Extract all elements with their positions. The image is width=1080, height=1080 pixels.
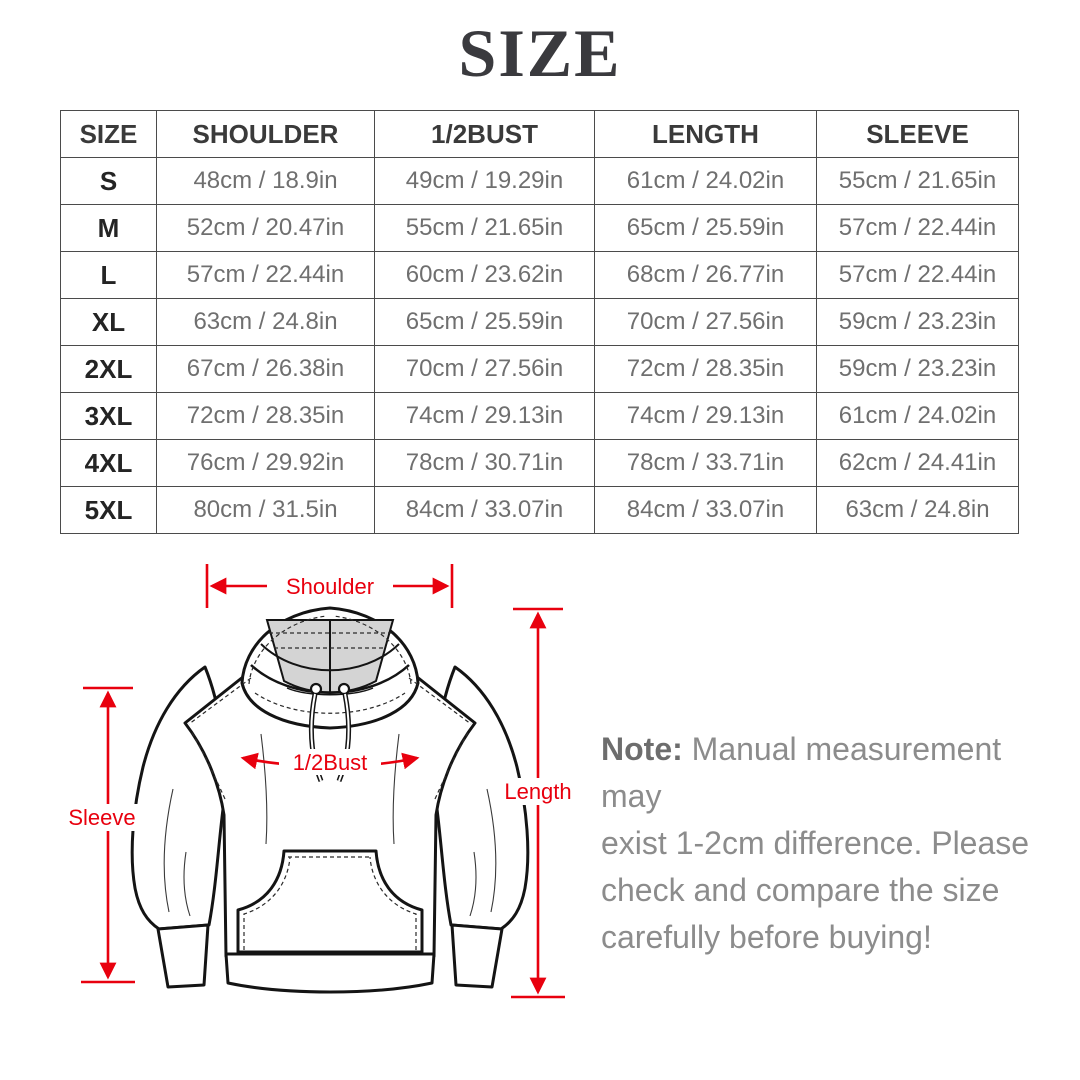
shoulder-cell: 76cm / 29.92in (157, 440, 375, 487)
note-line: check and compare the size (601, 872, 1000, 908)
header-shoulder: SHOULDER (157, 111, 375, 158)
sleeve-cell: 55cm / 21.65in (817, 158, 1019, 205)
shoulder-cell: 48cm / 18.9in (157, 158, 375, 205)
shoulder-cell: 72cm / 28.35in (157, 393, 375, 440)
note-line: carefully before buying! (601, 919, 932, 955)
size-cell: L (61, 252, 157, 299)
note-line: Note: Manual measurement may (601, 731, 1002, 814)
table-row (61, 252, 1019, 299)
note (601, 726, 1061, 961)
length-cell: 72cm / 28.35in (595, 346, 817, 393)
shoulder-cell: 67cm / 26.38in (157, 346, 375, 393)
header-sleeve: SLEEVE (817, 111, 1019, 158)
size-chart-table (60, 110, 1019, 534)
bust-cell: 70cm / 27.56in (375, 346, 595, 393)
bust-arrow-label: 1/2Bust (292, 750, 368, 775)
size-cell: 5XL (61, 487, 157, 534)
table-row (61, 440, 1019, 487)
sleeve-cell: 57cm / 22.44in (817, 252, 1019, 299)
size-cell: S (61, 158, 157, 205)
size-cell: XL (61, 299, 157, 346)
length-arrow-label: Length (504, 779, 572, 804)
size-cell: M (61, 205, 157, 252)
note-line: exist 1-2cm difference. Please (601, 825, 1030, 861)
length-cell: 84cm / 33.07in (595, 487, 817, 534)
hood-interior (267, 620, 393, 693)
sleeve-cell: 62cm / 24.41in (817, 440, 1019, 487)
sleeve-cell: 57cm / 22.44in (817, 205, 1019, 252)
table-header-row (61, 111, 1019, 158)
size-cell: 4XL (61, 440, 157, 487)
shoulder-cell: 63cm / 24.8in (157, 299, 375, 346)
bust-cell: 55cm / 21.65in (375, 205, 595, 252)
bust-cell: 60cm / 23.62in (375, 252, 595, 299)
table-row (61, 346, 1019, 393)
size-cell: 2XL (61, 346, 157, 393)
sleeve-arrow-label: Sleeve (68, 805, 136, 830)
table-row (61, 299, 1019, 346)
bust-cell: 84cm / 33.07in (375, 487, 595, 534)
sleeve-arrow (81, 688, 135, 982)
bust-cell: 78cm / 30.71in (375, 440, 595, 487)
header-length: LENGTH (595, 111, 817, 158)
shoulder-cell: 80cm / 31.5in (157, 487, 375, 534)
shoulder-arrow-label: Shoulder (285, 574, 375, 599)
table-row (61, 205, 1019, 252)
sleeve-cell: 63cm / 24.8in (817, 487, 1019, 534)
size-cell: 3XL (61, 393, 157, 440)
bust-cell: 65cm / 25.59in (375, 299, 595, 346)
shoulder-cell: 57cm / 22.44in (157, 252, 375, 299)
table-row (61, 393, 1019, 440)
length-cell: 70cm / 27.56in (595, 299, 817, 346)
bust-cell: 49cm / 19.29in (375, 158, 595, 205)
table-row (61, 487, 1019, 534)
sleeve-cell: 59cm / 23.23in (817, 346, 1019, 393)
shoulder-cell: 52cm / 20.47in (157, 205, 375, 252)
length-cell: 61cm / 24.02in (595, 158, 817, 205)
length-cell: 65cm / 25.59in (595, 205, 817, 252)
length-cell: 78cm / 33.71in (595, 440, 817, 487)
note-label: Note: (601, 731, 683, 767)
header-bust: 1/2BUST (375, 111, 595, 158)
page-title: SIZE (458, 15, 622, 91)
length-cell: 74cm / 29.13in (595, 393, 817, 440)
header-size: SIZE (61, 111, 157, 158)
sleeve-cell: 59cm / 23.23in (817, 299, 1019, 346)
table-row (61, 158, 1019, 205)
length-cell: 68cm / 26.77in (595, 252, 817, 299)
sleeve-cell: 61cm / 24.02in (817, 393, 1019, 440)
bust-cell: 74cm / 29.13in (375, 393, 595, 440)
hoodie-measurement-diagram (55, 552, 585, 1022)
